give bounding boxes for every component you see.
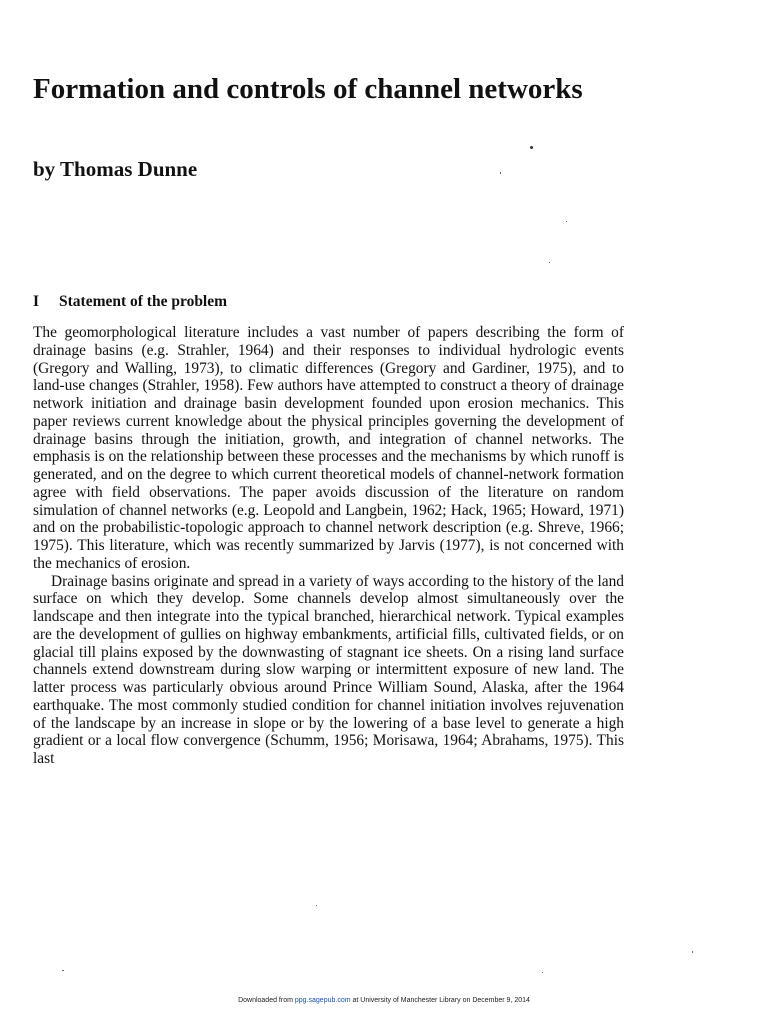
scan-speck — [542, 972, 543, 973]
section-number: I — [33, 293, 40, 310]
paragraph: The geomorphological literature includes a vast number of papers describing the form of drainage basins (e.g. Strahler, 1964) and their responses to individual hydrologic events (Gregory and Walling, 1973), to climatic differences (Gregory and Gardiner, 1975), and to land-use changes (Strahler, 1958). Few authors have attempted to construct a theory of drainage network initiation and drainage basin development founded upon erosion mechanics. This paper reviews current knowledge about the physical principles governing the development of drainage basins through the initiation, growth, and integration of channel networks. The emphasis is on the relationship between these processes and the mechanisms by which runoff is generated, and on the degree to which current theoretical models of channel-network formation agree with field observations. The paper avoids discussion of the literature on random simulation of channel networks (e.g. Leopold and Langbein, 1962; Hack, 1965; Howard, 1971) and on the probabilistic-topologic approach to channel network description (e.g. Shreve, 1966; 1975). This literature, which was recently summarized by Jarvis (1977), is not concerned with the mechanics of erosion. — [33, 324, 624, 572]
body-text — [33, 324, 624, 768]
footer-suffix: at University of Manchester Library on December 9, 2014 — [352, 997, 530, 1004]
scan-speck — [530, 146, 533, 149]
section-heading — [33, 292, 227, 312]
scan-speck — [62, 970, 64, 971]
paragraph: Drainage basins originate and spread in a variety of ways according to the history of the land surface on which they develop. Some channels develop almost simultaneously over the landscape and then integrate into the typical branched, hierarchical network. Typical examples are the development of gullies on highway embankments, artificial fills, cultivated fields, or on glacial till plains exposed by the downwasting of stagnant ice sheets. On a rising land surface channels extend downstream during slow warping or intermittent exposure of new land. The latter process was particularly obvious around Prince William Sound, Alaska, after the 1964 earthquake. The most commonly studied condition for channel initiation involves rejuvenation of the landscape by an increase in slope or by the lowering of a base level to generate a high gradient or a local flow convergence (Schumm, 1956; Morisawa, 1964; Abrahams, 1975). This last — [33, 572, 624, 767]
scan-speck — [549, 262, 550, 263]
scan-speck — [566, 221, 567, 222]
section-title: Statement of the problem — [59, 293, 228, 310]
article-title: Formation and controls of channel networks — [33, 73, 583, 105]
scan-speck — [692, 951, 693, 953]
footer-prefix: Downloaded from — [238, 997, 293, 1004]
article-author: by Thomas Dunne — [33, 157, 198, 181]
download-footer — [0, 997, 768, 1004]
footer-link[interactable]: ppg.sagepub.com — [294, 997, 351, 1004]
scan-speck — [316, 905, 317, 906]
scan-speck — [500, 172, 501, 174]
